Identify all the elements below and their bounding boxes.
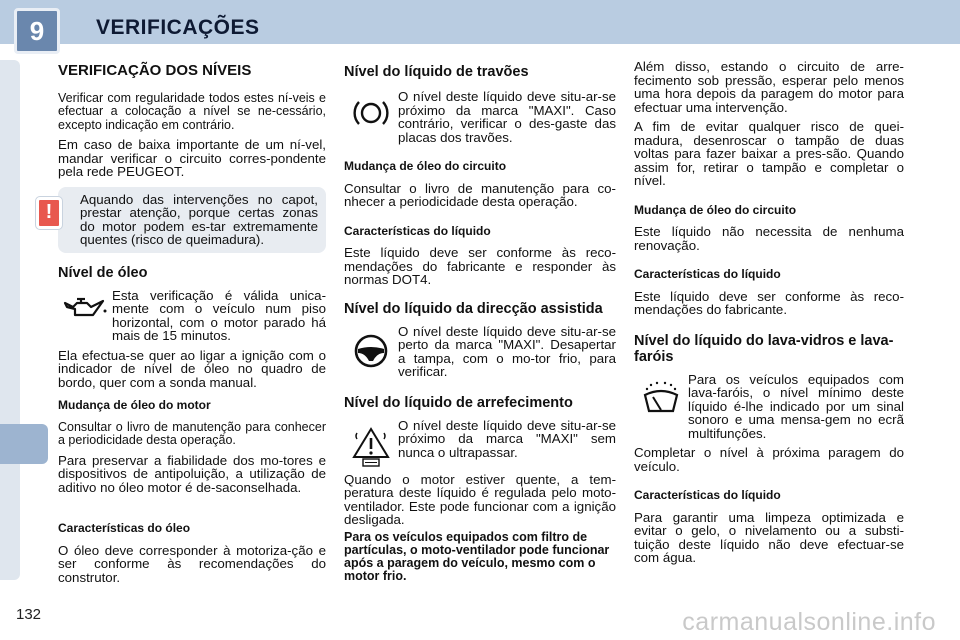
- intro-paragraph-2: Em caso de baixa importante de um ní-vel, mandar verificar o circuito corres-pondente pela rede PEUGEOT.: [58, 137, 326, 179]
- brake-change-title: Mudança de óleo do circuito: [344, 159, 507, 173]
- chapter-badge: 9: [14, 8, 60, 54]
- brake-fluid-title: Nível do líquido de travões: [344, 64, 529, 80]
- brake-change-text: Consultar o livro de manutenção para co-nhecer a periodicidade desta operação.: [344, 180, 616, 209]
- oil-change-text: Consultar o livro de manutenção para conhecer a periodicidade desta operação.: [58, 419, 326, 447]
- pressure-text: Além disso, estando o circuito de arre-fecimento sob pressão, esperar pelo menos uma hora depois da paragem do motor para efectuar uma intervenção.: [634, 59, 904, 115]
- brake-fluid-text: O nível deste líquido deve situ-ar-se próximo da marca "MAXI". Caso contrário, verificar o des-gaste das placas dos travões.: [398, 89, 616, 145]
- washer-fluid-block: [634, 373, 904, 441]
- coolant-text-2: Quando o motor estiver quente, a tem-peratura deste líquido é regulada pelo moto-ventilador. Este pode funcionar com a ignição desligada.: [344, 471, 616, 527]
- coolant-spec-text: Este líquido deve ser conforme às reco-mendações do fabricante.: [634, 288, 904, 317]
- oil-level-block: [58, 289, 326, 343]
- column-3: [634, 60, 904, 571]
- brake-spec-text: Este líquido deve ser conforme às reco-mendações do fabricante e responder às normas DOT4.: [344, 245, 616, 287]
- exclamation-icon: !: [36, 197, 62, 229]
- oil-change-text-2: Para preservar a fiabilidade dos mo-tores e dispositivos de antipoluição, a utilização de aditivo no óleo motor é de-saconselhada.: [58, 452, 326, 495]
- page-title: VERIFICAÇÕES: [96, 16, 260, 39]
- washer-fluid-text: Para os veículos equipados com lava-faróis, o nível mínimo deste líquido é-lhe indicado por um sinal sonoro e uma mensa-gem no ecrã multifunções.: [688, 371, 904, 441]
- coolant-text: O nível deste líquido deve situ-ar-se próximo da marca "MAXI" sem nunca o ultrapassar.: [398, 417, 616, 460]
- oil-level-text-2: Ela efectua-se quer ao ligar a ignição com o indicador de nível de óleo no quadro de bordo, quer com a sonda manual.: [58, 347, 326, 390]
- oil-spec-title: Características do óleo: [58, 521, 191, 535]
- steering-wheel-icon: [344, 325, 398, 369]
- coolant-note: Para os veículos equipados com filtro de partículas, o moto-ventilador pode funcionar após a paragem do veículo, mesmo com o motor frio.: [344, 529, 610, 583]
- brake-spec-title: Características do líquido: [344, 223, 491, 238]
- column-2: [344, 60, 616, 583]
- watermark: carmanualsonline.info: [682, 608, 936, 636]
- coolant-change-text: Este líquido não necessita de nenhuma renovação.: [634, 224, 904, 253]
- warning-box: [45, 187, 326, 253]
- washer-fluid-text-2: Completar o nível à próxima paragem do veículo.: [634, 445, 904, 474]
- coolant-block: [344, 419, 616, 467]
- oil-level-title: Nível de óleo: [58, 264, 148, 281]
- steering-fluid-text: O nível deste líquido deve situ-ar-se perto da marca "MAXI". Desapertar a tampa, com o mo-tor frio, para verificar.: [398, 323, 616, 379]
- coolant-change-title: Mudança de óleo do circuito: [634, 202, 797, 217]
- washer-fluid-title: Nível do líquido do lava-vidros e lava-faróis: [634, 332, 894, 365]
- washer-spec-text: Para garantir uma limpeza optimizada e evitar o gelo, o nivelamento ou a substi-tuição deste líquido não deve efectuar-se com água.: [634, 509, 904, 565]
- side-strip: [0, 60, 20, 580]
- hot-coolant-warning-icon: [344, 419, 398, 467]
- brake-fluid-block: [344, 90, 616, 144]
- steering-fluid-title: Nível do líquido da direcção assistida: [344, 300, 603, 317]
- section-title: VERIFICAÇÃO DOS NÍVEIS: [58, 62, 252, 79]
- oil-level-text: Esta verificação é válida unica-mente com o veículo num piso horizontal, com o motor parado há mais de 15 minutos.: [112, 287, 326, 343]
- column-1: [45, 60, 326, 590]
- oil-can-icon: [58, 289, 112, 319]
- coolant-title: Nível do líquido de arrefecimento: [344, 394, 573, 411]
- washer-spec-title: Características do líquido: [634, 488, 781, 502]
- warning-text: Aquando das intervenções no capot, prestar atenção, porque certas zonas do motor podem es-tar extremamente quentes (risco de queimadura).: [80, 191, 318, 247]
- page-number: 132: [16, 606, 42, 623]
- brake-warning-icon: [344, 90, 398, 128]
- intro-paragraph: Verificar com regularidade todos estes ní-veis e efectuar a colocação a nível se ne-cessário, excepto indicação em contrário.: [58, 90, 326, 132]
- oil-spec-text: O óleo deve corresponder à motoriza-ção e ser conforme às recomendações do construtor.: [58, 542, 326, 585]
- windscreen-washer-icon: [634, 373, 688, 415]
- oil-change-title: Mudança de óleo do motor: [58, 398, 211, 412]
- steering-fluid-block: [344, 325, 616, 379]
- coolant-spec-title: Características do líquido: [634, 267, 781, 281]
- pressure-text-2: A fim de evitar qualquer risco de quei-madura, desenroscar o tampão de duas voltas para fazer baixar a pres-são. Quando assim for, retirar o tampão e completar o nível.: [634, 119, 904, 188]
- chapter-tab[interactable]: [0, 424, 48, 464]
